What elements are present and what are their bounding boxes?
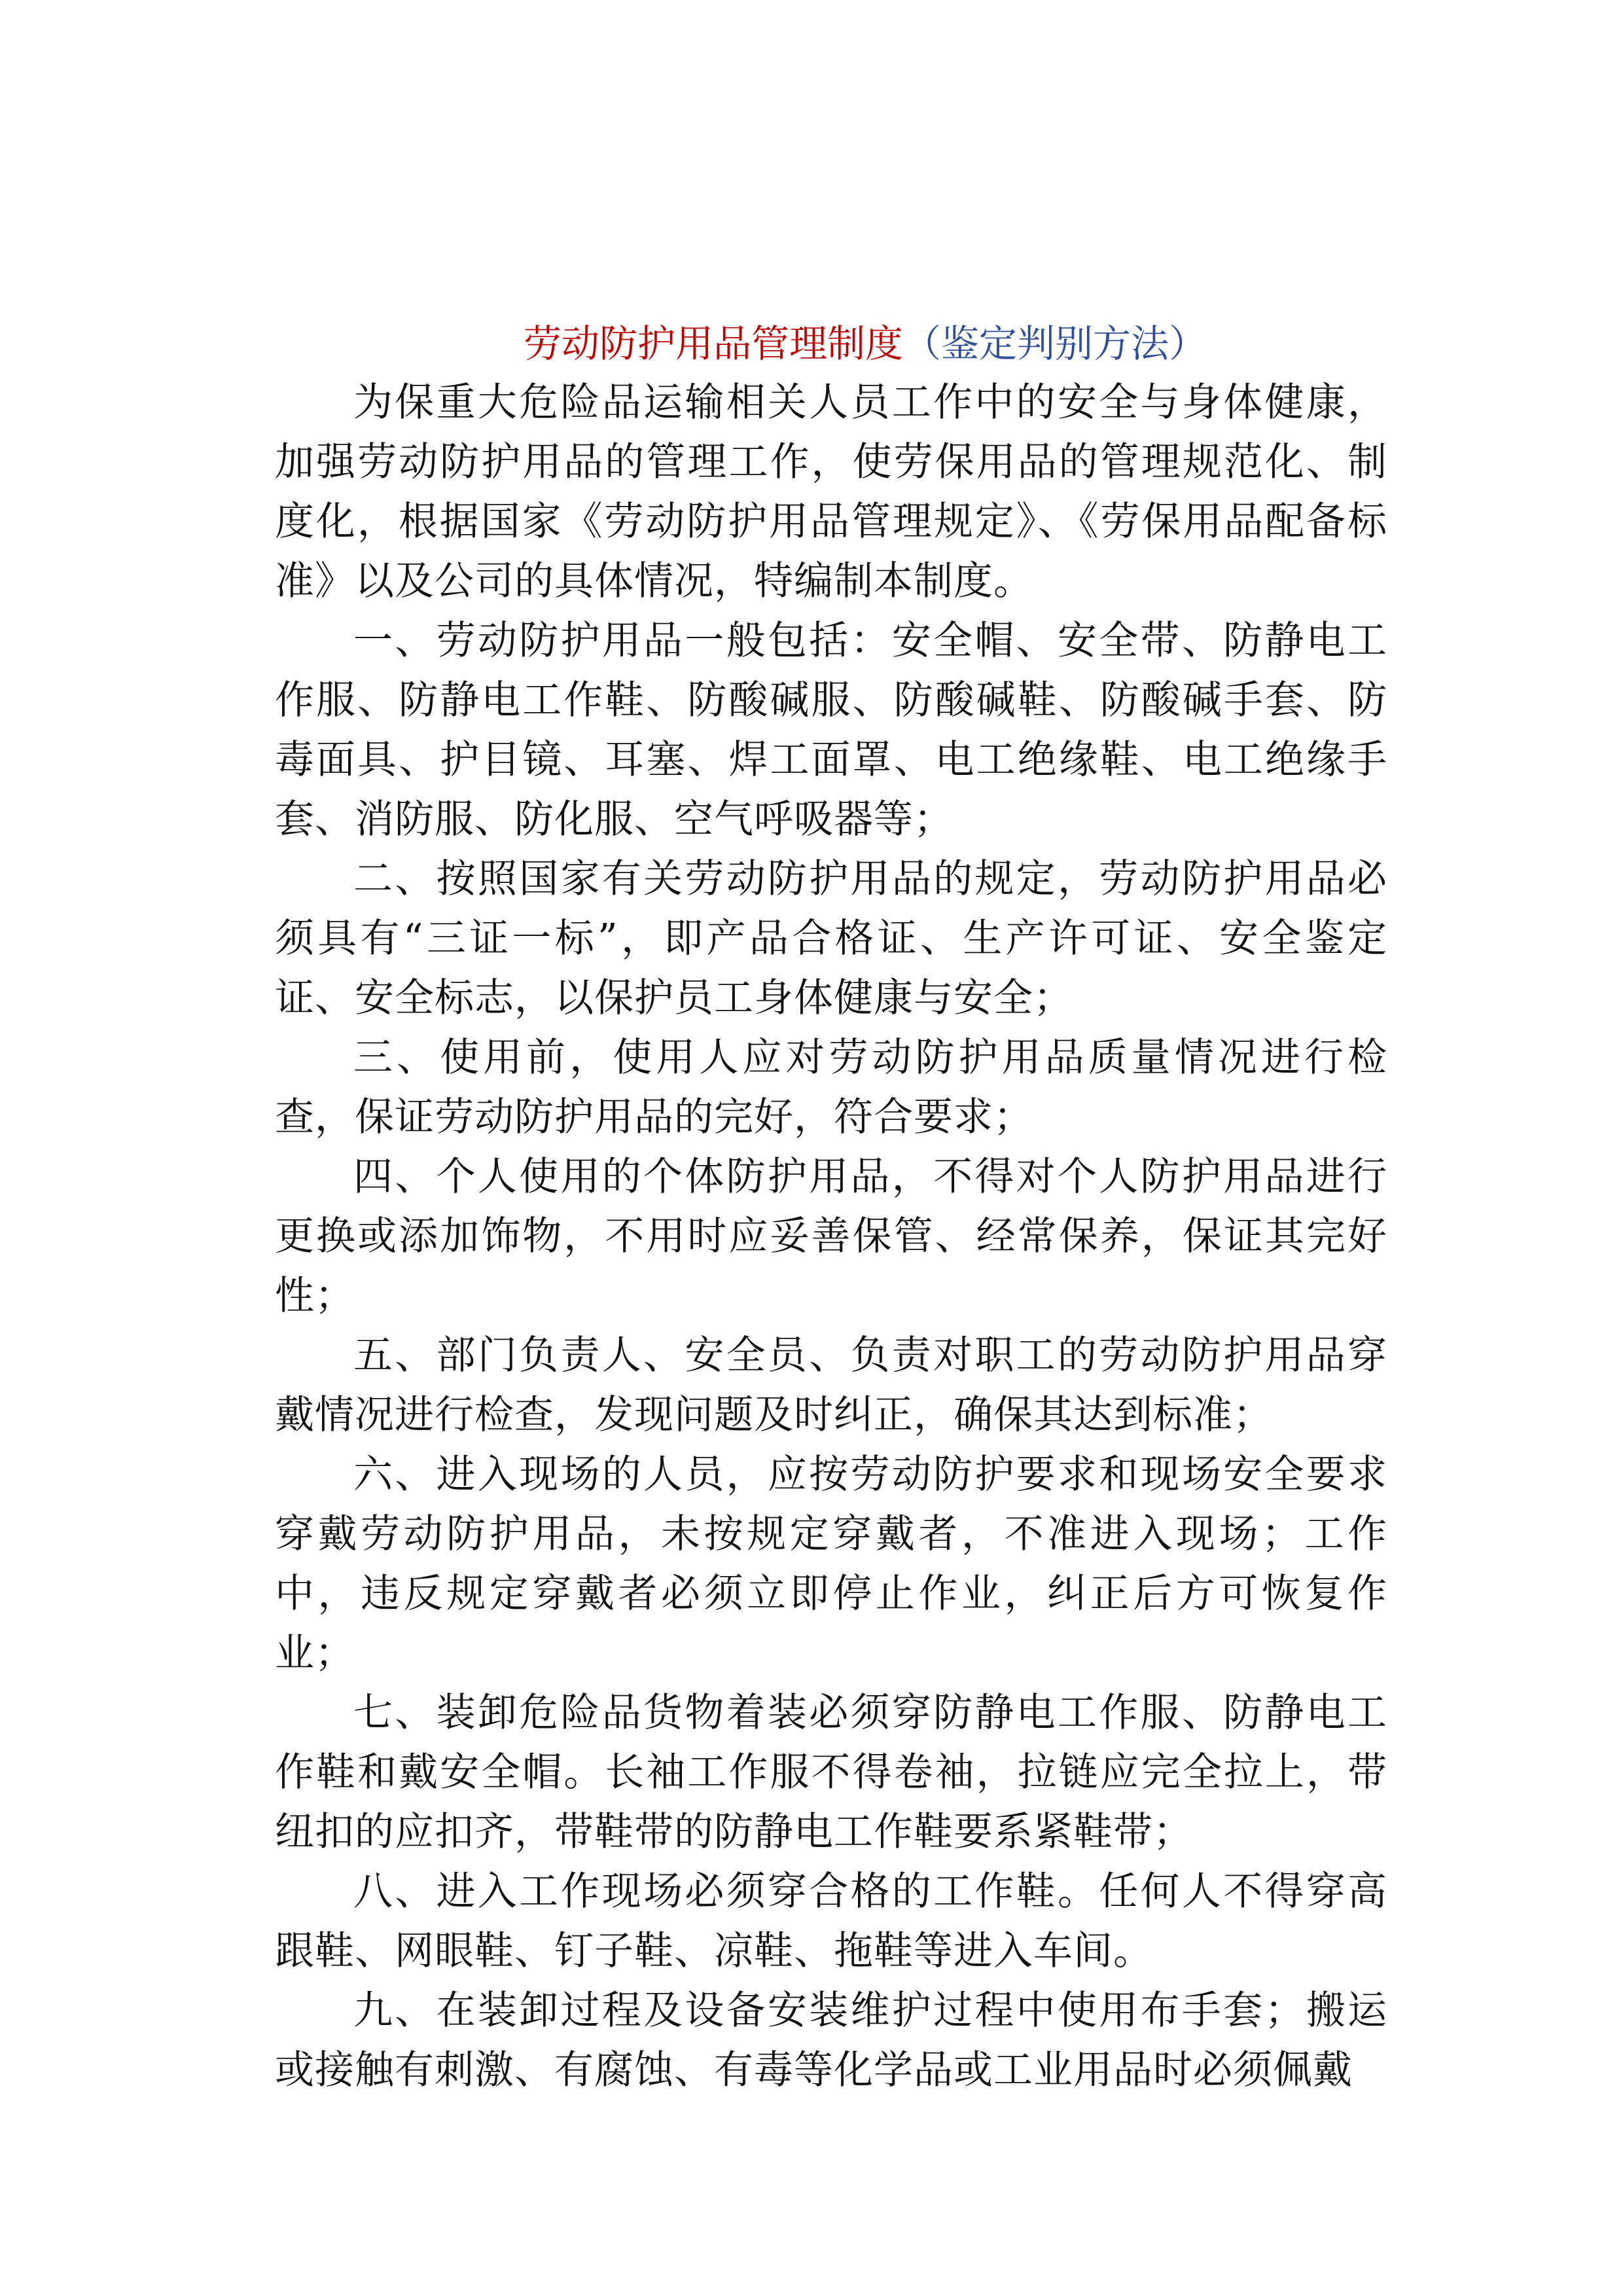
paragraph-item-4: 四、个人使用的个体防护用品，不得对个人防护用品进行更换或添加饰物，不用时应妥善保管、经常保养，保证其完好性； (275, 1154, 1387, 1319)
paragraph-item-6: 六、进入现场的人员，应按劳动防护要求和现场安全要求穿戴劳动防护用品，未按规定穿戴者，不准进入现场；工作中，违反规定穿戴者必须立即停止作业，纠正后方可恢复作业； (275, 1452, 1387, 1676)
title-subtitle: （鉴定判别方法） (903, 321, 1207, 366)
paragraph-item-9: 九、在装卸过程及设备安装维护过程中使用布手套；搬运或接触有刺激、有腐蚀、有毒等化学品或工业用品时必须佩戴 (275, 1988, 1387, 2093)
paragraph-item-2: 二、按照国家有关劳动防护用品的规定，劳动防护用品必须具有“三证一标”，即产品合格证、生产许可证、安全鉴定证、安全标志，以保护员工身体健康与安全； (275, 856, 1387, 1021)
document-page (275, 314, 1387, 2100)
paragraph-item-5: 五、部门负责人、安全员、负责对职工的劳动防护用品穿戴情况进行检查，发现问题及时纠正，确保其达到标准； (275, 1333, 1387, 1438)
paragraph-item-1: 一、劳动防护用品一般包括：安全帽、安全带、防静电工作服、防静电工作鞋、防酸碱服、防酸碱鞋、防酸碱手套、防毒面具、护目镜、耳塞、焊工面罩、电工绝缘鞋、电工绝缘手套、消防服、防化服、空气呼吸器等； (275, 618, 1387, 842)
paragraph-item-8: 八、进入工作现场必须穿合格的工作鞋。任何人不得穿高跟鞋、网眼鞋、钉子鞋、凉鞋、拖鞋等进入车间。 (275, 1869, 1387, 1974)
paragraph-item-3: 三、使用前，使用人应对劳动防护用品质量情况进行检查，保证劳动防护用品的完好，符合要求； (275, 1035, 1387, 1140)
paragraph-item-7: 七、装卸危险品货物着装必须穿防静电工作服、防静电工作鞋和戴安全帽。长袖工作服不得卷袖，拉链应完全拉上，带纽扣的应扣齐，带鞋带的防静电工作鞋要系紧鞋带； (275, 1690, 1387, 1855)
paragraph-intro: 为保重大危险品运输相关人员工作中的安全与身体健康，加强劳动防护用品的管理工作，使劳保用品的管理规范化、制度化，根据国家《劳动防护用品管理规定》、《劳保用品配备标准》以及公司的具体情况，特编制本制度。 (275, 380, 1387, 604)
title-main: 劳动防护用品管理制度 (524, 321, 904, 366)
document-title (524, 314, 1387, 373)
